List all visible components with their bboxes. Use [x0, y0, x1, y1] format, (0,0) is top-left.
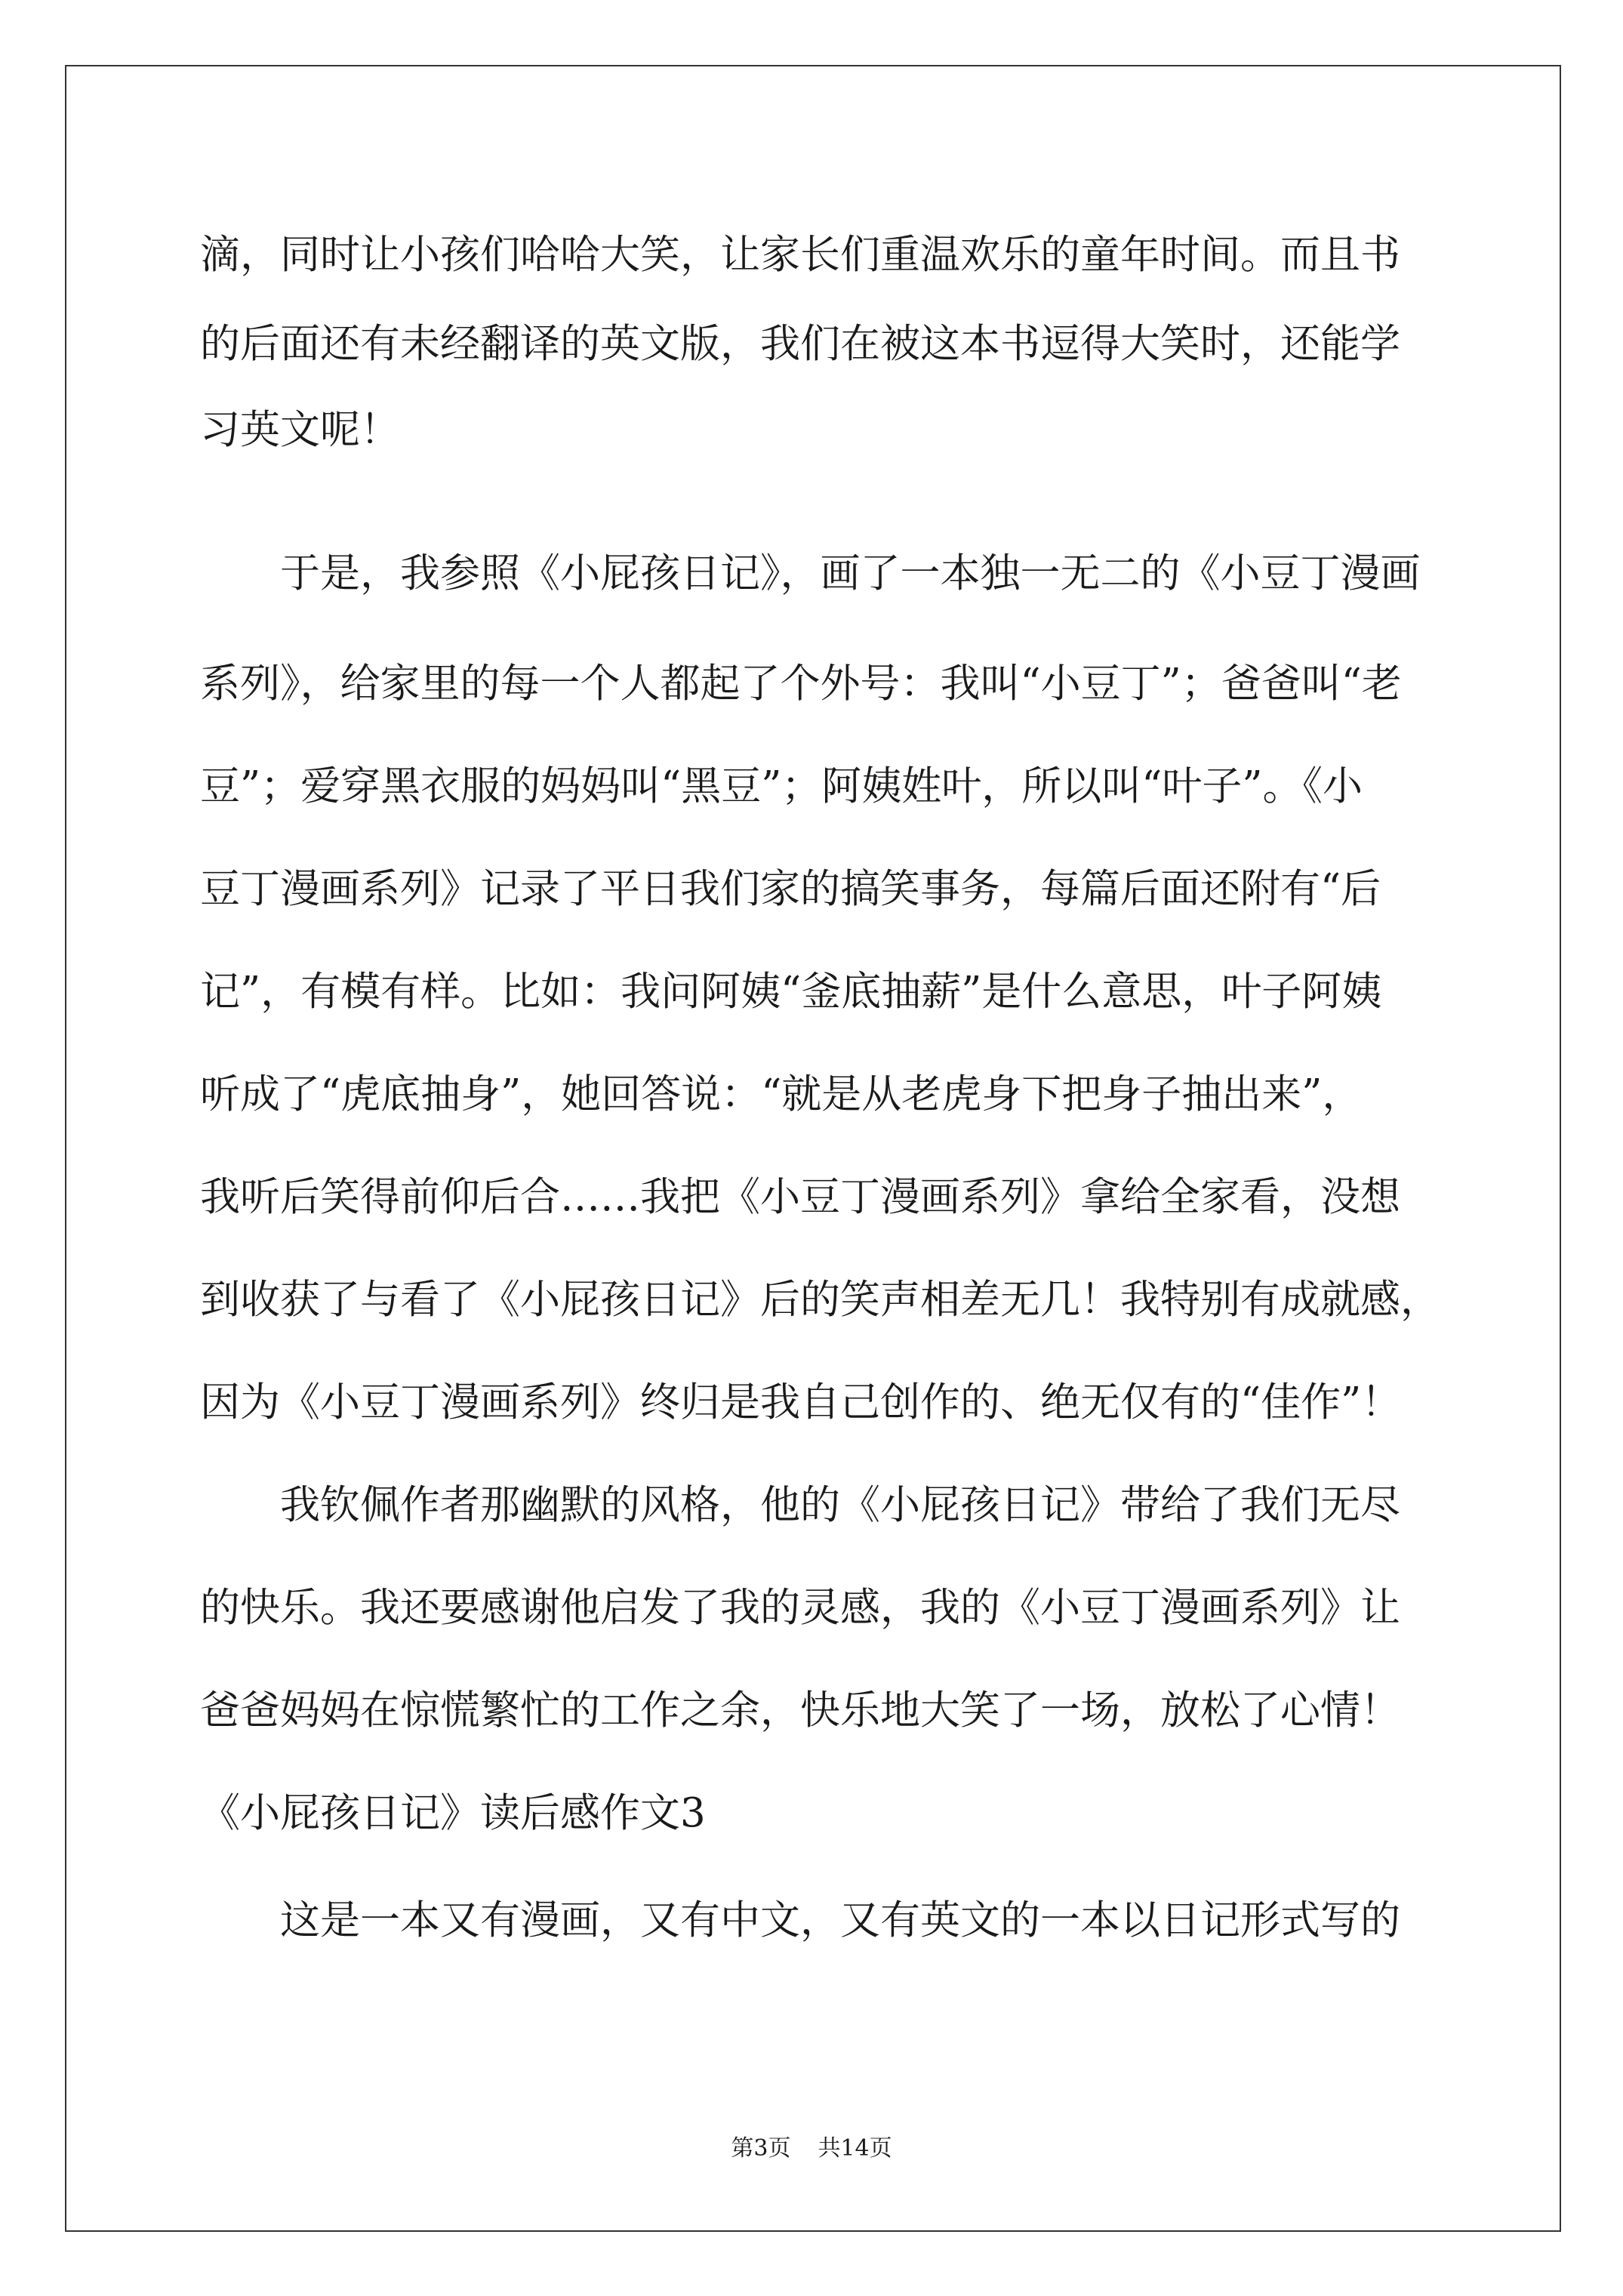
text-line: 滴，同时让小孩们哈哈大笑，让家长们重温欢乐的童年时间。而且书	[200, 232, 1400, 278]
text-line: 的快乐。我还要感谢他启发了我的灵感，我的《小豆丁漫画系列》让	[200, 1585, 1400, 1631]
text-line: 因为《小豆丁漫画系列》终归是我自己创作的、绝无仅有的“佳作”！	[200, 1379, 1402, 1425]
text-line: 我听后笑得前仰后合……我把《小豆丁漫画系列》拿给全家看，没想	[200, 1174, 1400, 1220]
text-line: 豆”；爱穿黑衣服的妈妈叫“黑豆”；阿姨姓叶，所以叫“叶子”。《小	[200, 763, 1363, 809]
text-line: 到收获了与看了《小屁孩日记》后的笑声相差无几！我特别有成就感，	[200, 1277, 1440, 1323]
text-line: 的后面还有未经翻译的英文版，我们在被这本书逗得大笑时，还能学	[200, 321, 1400, 367]
text-line: 豆丁漫画系列》记录了平日我们家的搞笑事务，每篇后面还附有“后	[200, 866, 1381, 912]
text-line: 记”，有模有样。比如：我问阿姨“釜底抽薪”是什么意思，叶子阿姨	[200, 969, 1382, 1015]
paragraph-start-line: 这是一本又有漫画，又有中文，又有英文的一本以日记形式写的	[280, 1897, 1400, 1943]
text-line: 爸爸妈妈在惊慌繁忙的工作之余，快乐地大笑了一场，放松了心情！	[200, 1687, 1400, 1734]
page-total: 共14页	[818, 2135, 892, 2162]
paragraph-start-line: 我钦佩作者那幽默的风格，他的《小屁孩日记》带给了我们无尽	[280, 1482, 1400, 1528]
page-footer	[0, 2134, 1623, 2164]
text-line: 听成了“虎底抽身”，她回答说：“就是从老虎身下把身子抽出来”，	[200, 1071, 1363, 1117]
paragraph-start-line: 于是，我参照《小屁孩日记》，画了一本独一无二的《小豆丁漫画	[280, 550, 1421, 596]
text-line: 系列》，给家里的每一个人都起了个外号：我叫“小豆丁”；爸爸叫“老	[200, 661, 1402, 707]
text-line: 习英文呢！	[200, 407, 400, 453]
page-number: 第3页	[731, 2135, 791, 2162]
section-heading: 《小屁孩日记》读后感作文3	[200, 1790, 706, 1836]
